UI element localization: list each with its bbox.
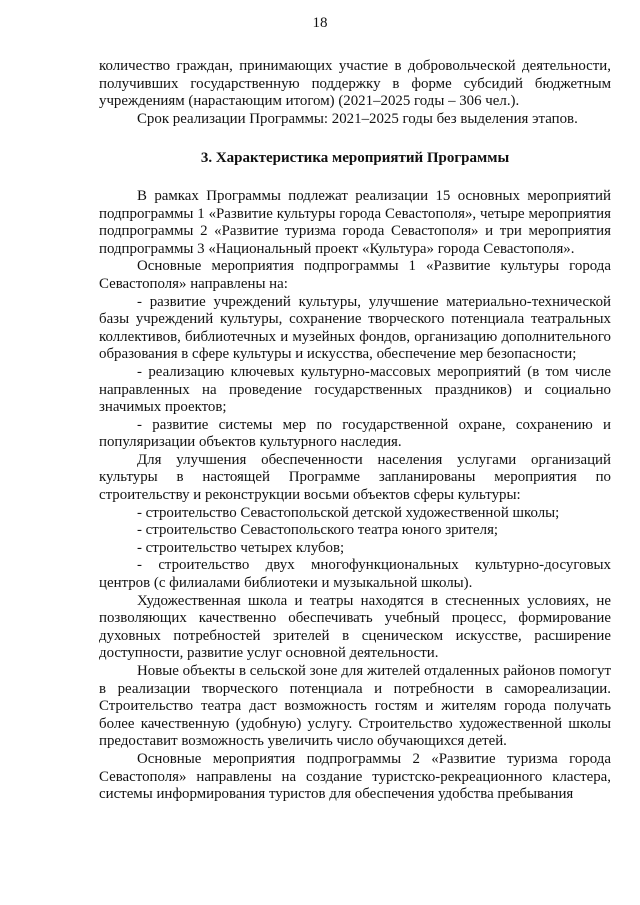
paragraph: Основные мероприятия подпрограммы 2 «Развитие туризма города Севастополя» направлены на создание туристско-рекреационного кластера, системы информирования туристов для обеспечения удобства пребывания	[99, 750, 611, 803]
page-body	[99, 58, 611, 804]
paragraph: Основные мероприятия подпрограммы 1 «Развитие культуры города Севастополя» направлены на:	[99, 258, 611, 292]
list-item: - строительство Севастопольского театра юного зрителя;	[137, 522, 499, 539]
paragraph: Художественная школа и театры находятся в стесненных условиях, не позволяющих качественно обеспечивать учебный процесс, формирование духовных потребностей зрителей в сценическом искусстве, расширение доступности, развитие услуг основной деятельности.	[99, 592, 611, 662]
list-item: - строительство двух многофункциональных культурно-досуговых центров (с филиалами библиотеки и музыкальной школы).	[99, 557, 611, 592]
list-item: - развитие системы мер по государственной охране, сохранению и популяризации объектов культурного наследия.	[99, 416, 611, 451]
paragraph: Срок реализации Программы: 2021–2025 годы без выделения этапов.	[137, 110, 578, 127]
page-number: 18	[312, 15, 328, 31]
list-item: - развитие учреждений культуры, улучшение материально-технической базы учреждений культуры, сохранение творческого потенциала театральных коллективов, библиотечных и музейных фондов, организацию дополнительного образования в сфере культуры и искусства, обеспечение мер безопасности;	[99, 293, 611, 363]
paragraph: Новые объекты в сельской зоне для жителей отдаленных районов помогут в реализации творческого потенциала и потребности в самореализации. Строительство театра даст возможность гостям и жителям города получать более качественную (удобную) услугу. Строительство художественной школы предоставит возможность увеличить число обучающихся детей.	[99, 663, 611, 750]
list-item: - реализацию ключевых культурно-массовых мероприятий (в том числе направленных на проведение государственных праздников) и социально значимых проектов;	[99, 363, 611, 416]
paragraph: количество граждан, принимающих участие в добровольческой деятельности, получивших государственную поддержку в форме субсидий бюджетным учреждениям (нарастающим итогом) (2021–2025 годы – 306 чел.).	[99, 58, 611, 110]
list-item: - строительство Севастопольской детской художественной школы;	[137, 504, 560, 521]
section-heading: 3. Характеристика мероприятий Программы	[200, 150, 510, 167]
paragraph: Для улучшения обеспеченности населения услугами организаций культуры в настоящей Программе запланированы мероприятия по строительству и реконструкции восьми объектов сферы культуры:	[99, 451, 611, 504]
list-item: - строительство четырех клубов;	[137, 539, 345, 556]
paragraph: В рамках Программы подлежат реализации 15 основных мероприятий подпрограммы 1 «Развитие культуры города Севастополя», четыре мероприятия подпрограммы 2 «Развитие туризма города Севастополя» и три мероприятия подпрограммы 3 «Национальный проект «Культура» города Севастополя».	[99, 187, 611, 257]
